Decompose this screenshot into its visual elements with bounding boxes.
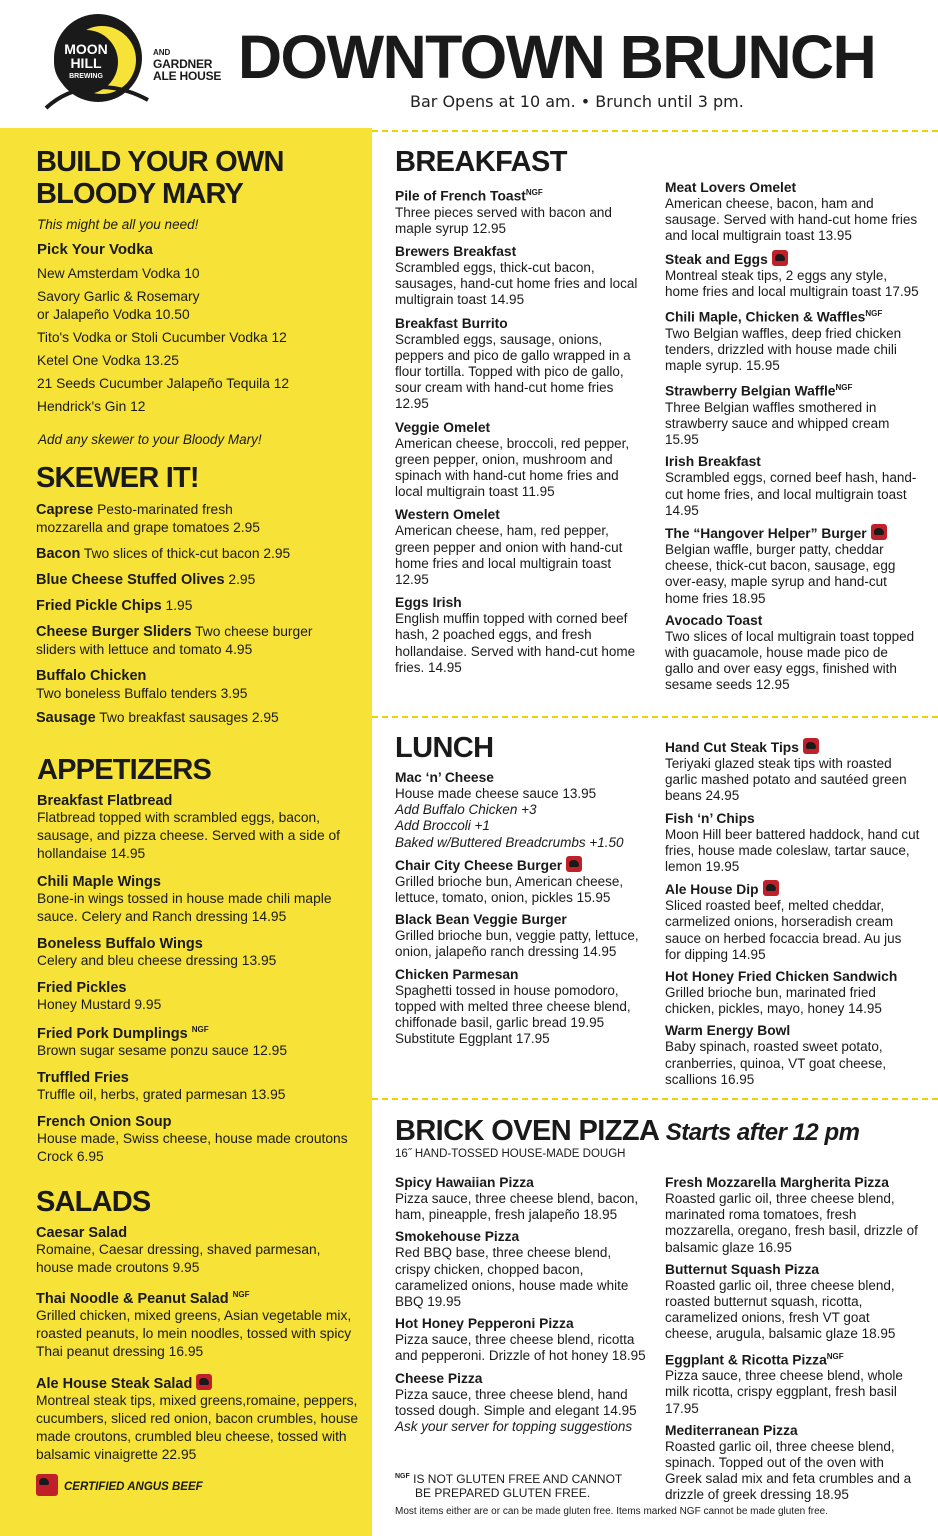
- skewer-title: SKEWER IT!: [36, 462, 199, 494]
- salad-item: Thai Noodle & Peanut Salad $^{NGF}$ Grilled chicken, mixed greens, Asian vegetable mix, roasted peanuts, lo mein noodles, tossed with spicy Thai peanut dressing 16.95: [36, 1290, 352, 1359]
- certified-angus-beef-icon: [772, 250, 788, 266]
- certified-angus-beef-icon: [763, 880, 779, 896]
- appetizer-item: Chili Maple Wings Bone-in wings tossed in house made chili maple sauce. Celery and Ranch dressing 14.95: [37, 874, 332, 924]
- breakfast-item: Chili Maple, Chicken & Waffles$^{NGF}$ Two Belgian waffles, deep fried chicken tenders, drizzled with house made chili maple syrup. 15.95: [665, 309, 902, 374]
- vodka-option: 21 Seeds Cucumber Jalapeño Tequila 12: [37, 376, 290, 391]
- pizza-item: Spicy Hawaiian Pizza Pizza sauce, three cheese blend, bacon, ham, pineapple, fresh jalapeño 18.95: [395, 1175, 639, 1223]
- skewer-item: Blue Cheese Stuffed Olives 2.95: [36, 572, 256, 588]
- lunch-item: Ale House Dip Sliced roasted beef, melted cheddar, carmelized onions, horseradish cream sauce on herbed focaccia bread. Au jus for dipping 14.95: [665, 882, 902, 962]
- pizza-item: Mediterranean Pizza Roasted garlic oil, three cheese blend, spinach. Topped out of the oven with Greek salad mix and feta crumbles and a drizzle of greek dressing 18.95: [665, 1422, 912, 1503]
- salad-item: Caesar Salad Romaine, Caesar dressing, shaved parmesan, house made croutons 9.95: [36, 1225, 321, 1275]
- appetizer-item: Truffled Fries Truffle oil, herbs, grated parmesan 13.95: [37, 1070, 286, 1102]
- certified-angus-beef-icon: [196, 1374, 212, 1390]
- lunch-item: Black Bean Veggie Burger Grilled brioche bun, veggie patty, lettuce, onion, jalapeño ranch dressing 14.95: [395, 912, 639, 960]
- breakfast-title: BREAKFAST: [395, 146, 567, 178]
- gluten-free-note: Most items either are or can be made gluten free. Items marked NGF cannot be made gluten free.: [395, 1506, 828, 1517]
- vodka-option: Savory Garlic & Rosemary: [37, 289, 200, 304]
- appetizer-item: Boneless Buffalo Wings Celery and bleu cheese dressing 13.95: [37, 936, 277, 968]
- lunch-item: Hot Honey Fried Chicken Sandwich Grilled brioche bun, marinated fried chicken, pickles, mayo, honey 14.95: [665, 969, 898, 1017]
- breakfast-item: Meat Lovers Omelet American cheese, bacon, ham and sausage. Served with hand-cut home fries and local multigrain toast 13.95: [665, 180, 918, 244]
- breakfast-item: Strawberry Belgian Waffle$^{NGF}$ Three Belgian waffles smothered in strawberry sauce and whipped cream 15.95: [665, 383, 890, 448]
- appetizer-item: Fried Pork Dumplings $^{NGF}$ Brown sugar sesame ponzu sauce 12.95: [37, 1025, 288, 1058]
- pizza-right-list: [665, 1174, 920, 1504]
- breakfast-item: Irish Breakfast Scrambled eggs, corned beef hash, hand-cut home fries, and local multigrain toast 14.95: [665, 454, 917, 518]
- svg-text:BREWING: BREWING: [69, 73, 103, 80]
- divider: [372, 1098, 938, 1100]
- breakfast-item: Veggie Omelet American cheese, broccoli, red pepper, green pepper, onion, mushroom and spinach with hand-cut home fries and local multigrain toast 11.95: [395, 419, 630, 500]
- left-column: [0, 128, 372, 1536]
- divider: [372, 130, 938, 132]
- skewer-item: Cheese Burger Sliders Two cheese burger sliders with lettuce and tomato 4.95: [36, 624, 313, 657]
- pick-vodka-heading: Pick Your Vodka: [37, 241, 153, 258]
- header: [0, 0, 938, 128]
- pizza-item: Hot Honey Pepperoni Pizza Pizza sauce, three cheese blend, ricotta and pepperoni. Drizzle of hot honey 18.95: [395, 1316, 646, 1364]
- hours-subtitle: Bar Opens at 10 am. • Brunch until 3 pm.: [410, 92, 744, 111]
- breakfast-item: Avocado Toast Two slices of local multigrain toast topped with guacamole, house made pico de gallo and over easy eggs, finished with sesame seeds 12.95: [665, 612, 915, 693]
- appetizer-item: Fried Pickles Honey Mustard 9.95: [37, 980, 162, 1012]
- skewer-item: Caprese Pesto-marinated fresh mozzarella and grape tomatoes 2.95: [36, 502, 260, 535]
- logo-gardner-ale-house: GARDNER ALE HOUSE: [153, 57, 222, 83]
- breakfast-item: Western Omelet American cheese, ham, red pepper, green pepper and onion with hand-cut home fries and local multigrain toast 12.95: [395, 507, 623, 588]
- moon-hill-logo: [42, 14, 154, 114]
- skewer-item: Buffalo Chicken Two boneless Buffalo tenders 3.95: [36, 668, 248, 701]
- skewer-item: Bacon Two slices of thick-cut bacon 2.95: [36, 546, 291, 562]
- lunch-item: Hand Cut Steak Tips Teriyaki glazed steak tips with roasted garlic mashed potato and sautéed green beans 24.95: [665, 740, 907, 804]
- lunch-item: Chicken Parmesan Spaghetti tossed in house pomodoro, topped with melted three cheese blend, chiffonade basil, garlic bread 19.95 Substitute Eggplant 17.95: [395, 966, 631, 1047]
- breakfast-item: Brewers Breakfast Scrambled eggs, thick-cut bacon, sausages, hand-cut home fries and local multigrain toast 14.95: [395, 244, 638, 308]
- certified-angus-beef-icon: [36, 1474, 58, 1496]
- vodka-option: Tito's Vodka or Stoli Cucumber Vodka 12: [37, 330, 287, 345]
- pizza-item: Fresh Mozzarella Margherita Pizza Roasted garlic oil, three cheese blend, marinated roma tomatoes, fresh mozzarella, oregano, fresh basil, drizzle of balsamic glaze 16.95: [665, 1175, 918, 1255]
- lunch-right-list: [665, 738, 920, 1088]
- certified-angus-beef-icon: [871, 524, 887, 540]
- bloody-mary-title: BUILD YOUR OWN BLOODY MARY: [36, 146, 284, 210]
- pizza-title: BRICK OVEN PIZZA Starts after 12 pm: [395, 1115, 860, 1147]
- ngf-legend: $^{NGF}$ IS NOT GLUTEN FREE AND CANNOT BE PREPARED GLUTEN FREE.: [395, 1472, 623, 1500]
- lunch-item: Chair City Cheese Burger Grilled brioche bun, American cheese, lettuce, tomato, onion, pickles 15.95: [395, 857, 624, 906]
- page-title: DOWNTOWN BRUNCH: [238, 23, 876, 91]
- pizza-item: Cheese Pizza Pizza sauce, three cheese blend, hand tossed dough. Simple and elegant 14.95 Ask your server for topping suggestions: [395, 1370, 637, 1435]
- vodka-option: New Amsterdam Vodka 10: [37, 266, 200, 281]
- breakfast-item: Eggs Irish English muffin topped with corned beef hash, 2 poached eggs, and fresh hollandaise. Served with hand-cut home fries. 14.95: [395, 595, 636, 675]
- certified-angus-beef-icon: [803, 738, 819, 754]
- appetizer-item: French Onion Soup House made, Swiss cheese, house made croutons Crock 6.95: [37, 1114, 348, 1164]
- appetizers-title: APPETIZERS: [37, 754, 212, 786]
- lunch-left-list: [395, 769, 645, 1047]
- breakfast-item: Pile of French Toast$^{NGF}$ Three pieces served with bacon and maple syrup 12.95: [395, 188, 612, 236]
- breakfast-right-list: [665, 179, 920, 694]
- pizza-item: Smokehouse Pizza Red BBQ base, three cheese blend, crispy chicken, chopped bacon, caramelized onions, house made white BBQ 19.95: [395, 1229, 629, 1310]
- breakfast-left-list: [395, 184, 645, 676]
- appetizer-item: Breakfast Flatbread Flatbread topped with scrambled eggs, bacon, sausage, and pizza cheese. Served with a side of hollandaise 14.95: [37, 793, 340, 861]
- svg-text:HILL: HILL: [70, 55, 102, 71]
- certified-angus-beef-icon: [566, 856, 582, 872]
- svg-text:MOON: MOON: [64, 41, 108, 57]
- skewer-note: Add any skewer to your Bloody Mary!: [38, 432, 262, 447]
- vodka-option: Hendrick's Gin 12: [37, 399, 146, 414]
- lunch-item: Fish ‘n’ Chips Moon Hill beer battered haddock, hand cut fries, house made coleslaw, tartar sauce, lemon 19.95: [665, 810, 920, 875]
- breakfast-item: The “Hangover Helper” Burger Belgian waffle, burger patty, cheddar cheese, thick-cut bacon, sausage, egg over-easy, maple syrup and hand-cut home fries 18.95: [665, 526, 896, 606]
- lunch-item: Mac ‘n’ Cheese House made cheese sauce 13.95 Add Buffalo Chicken +3 Add Broccoli +1 Baked w/Buttered Breadcrumbs +1.50: [395, 770, 624, 850]
- bloody-tagline: This might be all you need!: [37, 217, 199, 232]
- vodka-option: or Jalapeño Vodka 10.50: [37, 307, 190, 322]
- certified-angus-legend: CERTIFIED ANGUS BEEF: [36, 1474, 203, 1496]
- breakfast-item: Steak and Eggs Montreal steak tips, 2 eggs any style, home fries and local multigrain toast 17.95: [665, 251, 919, 299]
- pizza-item: Butternut Squash Pizza Roasted garlic oil, three cheese blend, roasted butternut squash, ricotta, caramelized onions, fresh VT goat cheese, arugula, balsamic glaze 18.95: [665, 1261, 896, 1342]
- pizza-item: Eggplant & Ricotta Pizza$^{NGF}$ Pizza sauce, three cheese blend, whole milk ricotta, crispy eggplant, fresh basil 17.95: [665, 1351, 903, 1416]
- vodka-option: Ketel One Vodka 13.25: [37, 353, 179, 368]
- skewer-item: Sausage Two breakfast sausages 2.95: [36, 710, 279, 726]
- salad-item: Ale House Steak Salad Montreal steak tips, mixed greens,romaine, peppers, cucumbers, sliced red onion, bacon crumbles, house made croutons, crumbled bleu cheese, tossed with balsamic vinaigrette 22.95: [36, 1376, 359, 1462]
- pizza-dough-note: 16˝ HAND-TOSSED HOUSE-MADE DOUGH: [395, 1148, 626, 1160]
- skewer-item: Fried Pickle Chips 1.95: [36, 598, 193, 614]
- lunch-title: LUNCH: [395, 732, 494, 764]
- lunch-item: Warm Energy Bowl Baby spinach, roasted sweet potato, cranberries, quinoa, VT goat cheese, scallions 16.95: [665, 1023, 887, 1087]
- breakfast-item: Breakfast Burrito Scrambled eggs, sausage, onions, peppers and pico de gallo wrapped in a flour tortilla. Topped with pico de gallo, sour cream with hand-cut home fries 12.95: [395, 315, 631, 412]
- pizza-left-list: [395, 1174, 650, 1435]
- salads-title: SALADS: [36, 1186, 151, 1218]
- divider: [372, 716, 938, 718]
- logo-and: AND: [153, 48, 171, 57]
